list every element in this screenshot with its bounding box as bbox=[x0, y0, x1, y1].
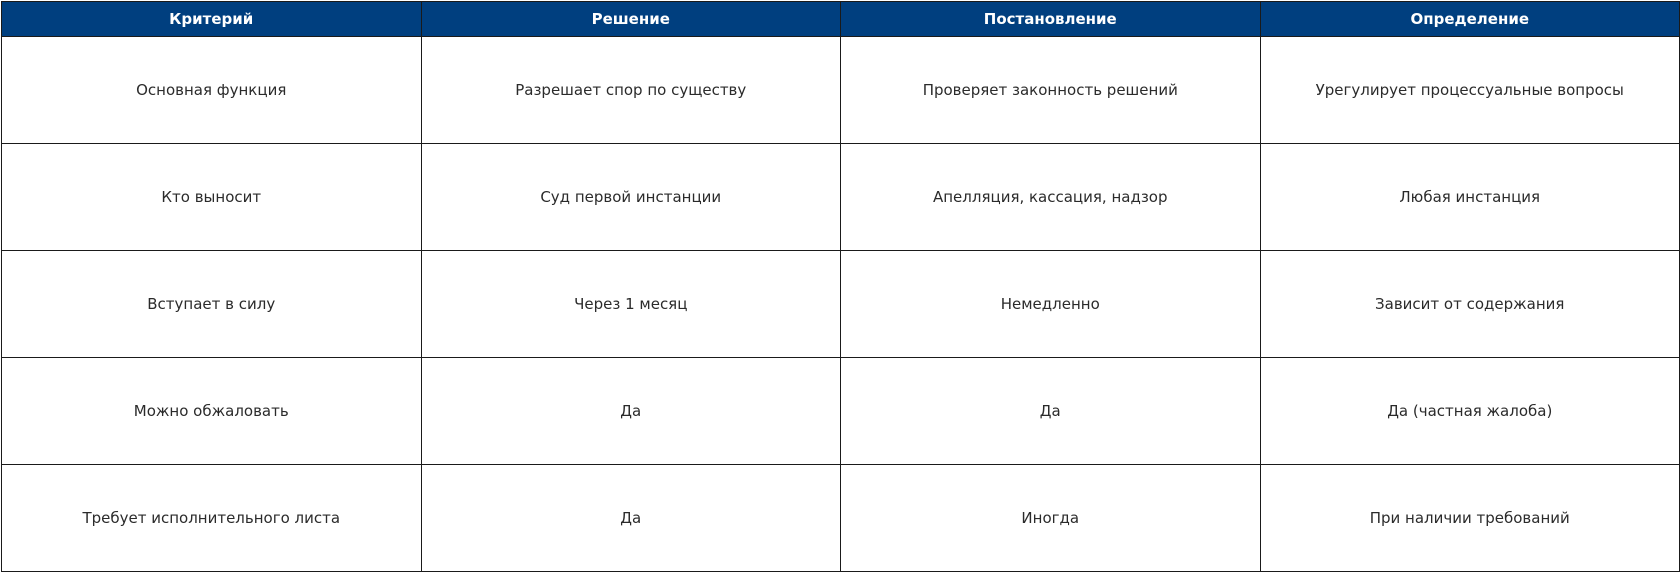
table-row bbox=[2, 144, 1680, 251]
decision-cell: Суд первой инстанции bbox=[421, 144, 841, 251]
table-row bbox=[2, 251, 1680, 358]
resolution-cell: Апелляция, кассация, надзор bbox=[841, 144, 1261, 251]
resolution-cell: Да bbox=[841, 358, 1261, 465]
resolution-cell: Иногда bbox=[841, 465, 1261, 572]
table-header bbox=[2, 2, 1680, 37]
header-resolution: Постановление bbox=[841, 2, 1261, 37]
decision-cell: Разрешает спор по существу bbox=[421, 37, 841, 144]
row-criterion-cell: Вступает в силу bbox=[2, 251, 422, 358]
row-criterion-cell: Требует исполнительного листа bbox=[2, 465, 422, 572]
row-criterion-cell: Можно обжаловать bbox=[2, 358, 422, 465]
resolution-cell: Проверяет законность решений bbox=[841, 37, 1261, 144]
ruling-cell: Урегулирует процессуальные вопросы bbox=[1260, 37, 1680, 144]
comparison-table bbox=[1, 1, 1680, 572]
row-criterion-cell: Основная функция bbox=[2, 37, 422, 144]
table-body bbox=[2, 37, 1680, 572]
header-criterion: Критерий bbox=[2, 2, 422, 37]
header-row bbox=[2, 2, 1680, 37]
table-row bbox=[2, 358, 1680, 465]
ruling-cell: При наличии требований bbox=[1260, 465, 1680, 572]
ruling-cell: Зависит от содержания bbox=[1260, 251, 1680, 358]
ruling-cell: Да (частная жалоба) bbox=[1260, 358, 1680, 465]
table-row bbox=[2, 37, 1680, 144]
decision-cell: Да bbox=[421, 465, 841, 572]
header-decision: Решение bbox=[421, 2, 841, 37]
table-row bbox=[2, 465, 1680, 572]
header-ruling: Определение bbox=[1260, 2, 1680, 37]
decision-cell: Да bbox=[421, 358, 841, 465]
decision-cell: Через 1 месяц bbox=[421, 251, 841, 358]
row-criterion-cell: Кто выносит bbox=[2, 144, 422, 251]
resolution-cell: Немедленно bbox=[841, 251, 1261, 358]
ruling-cell: Любая инстанция bbox=[1260, 144, 1680, 251]
comparison-table-container bbox=[1, 1, 1679, 572]
